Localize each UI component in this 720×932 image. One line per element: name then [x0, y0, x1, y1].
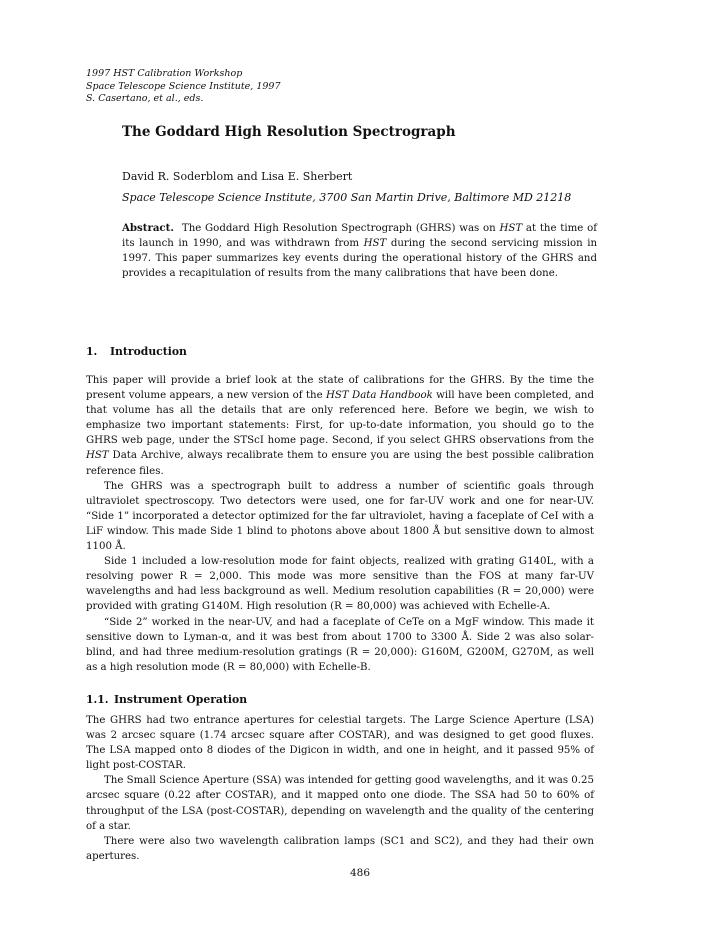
- ops-paragraph-2: The Small Science Aperture (SSA) was intended for getting good wavelengths, and it was 0.25 arcsec square (0.22 after COSTAR), and it mapped onto one diode. The SSA had 50 to 60% of throughput of the LSA (post-COSTAR), depending on wavelength and the quality of the centering of a star.: [86, 775, 594, 832]
- subsection-title: Instrument Operation: [114, 693, 248, 706]
- subsection-number: 1.1.: [86, 693, 109, 706]
- intro-paragraph-2: The GHRS was a spectrograph built to address a number of scientific goals through ultraviolet spectroscopy. Two detectors were used, one for far-UV work and one for near-UV. “Side 1” incorporated a detector optimized for the far ultraviolet, having a faceplate of CeI with a LiF window. This made Side 1 blind to photons above about 1800 Å but sensitive down to almost 1100 Å.: [86, 480, 594, 553]
- intro-paragraph-3: Side 1 included a low-resolution mode for faint objects, realized with grating G140L, with a resolving power R = 2,000. This mode was more sensitive than the FOS at many far-UV wavelengths and had less background as well. Medium resolution capabilities (R = 20,000) were provided with grating G140M. High resolution (R = 80,000) was achieved with Echelle-A.: [86, 556, 594, 613]
- header-line-1: 1997 HST Calibration Workshop: [86, 68, 243, 79]
- paper-title: The Goddard High Resolution Spectrograph: [122, 124, 456, 140]
- intro-p1-text-c: Data Archive, always recalibrate them to ensure you are using the best possible calibration reference files.: [86, 450, 594, 477]
- paper-authors: David R. Soderblom and Lisa E. Sherbert: [122, 170, 353, 183]
- abstract-text-3: during the second servicing mission in 1997. This paper summarizes key events during the operational history of the GHRS and provides a recapitulation of results from the many calibrations that have been done.: [122, 238, 598, 279]
- instrument-operation-body: [86, 713, 594, 864]
- abstract: [122, 221, 597, 281]
- intro-p1-em-2: HST: [86, 450, 109, 462]
- intro-p1-em-1: HST Data Handbook: [326, 390, 433, 402]
- section-title: Introduction: [110, 345, 187, 358]
- page-number: 486: [349, 867, 371, 879]
- conference-header: [86, 68, 281, 106]
- abstract-text-2: at the time of its launch in 1990, and was withdrawn from: [122, 223, 597, 249]
- subsection-heading-instrument-operation: [86, 693, 247, 706]
- section-heading-introduction: [86, 345, 187, 358]
- abstract-em-2: HST: [363, 238, 387, 249]
- intro-paragraph-4: “Side 2” worked in the near-UV, and had a faceplate of CeTe on a MgF window. This made it sensitive down to Lyman-α, and it was best from about 1700 to 3300 Å. Side 2 was also solar-blind, and had three medium-resolution gratings (R = 20,000): G160M, G200M, G270M, as well as a high resolution mode (R = 80,000) with Echelle-B.: [86, 616, 594, 673]
- intro-p1-text-a: This paper will provide a brief look at the state of calibrations for the GHRS. By the time the present volume appears, a new version of the: [86, 375, 594, 402]
- header-line-2: Space Telescope Science Institute, 1997: [86, 80, 281, 92]
- ops-paragraph-1: The GHRS had two entrance apertures for celestial targets. The Large Science Aperture (LSA) was 2 arcsec square (1.74 arcsec square after COSTAR), and was designed to get good fluxes. The LSA mapped onto 8 diodes of the Digicon in width, and one in height, and it passed 95% of light post-COSTAR.: [86, 715, 594, 772]
- intro-paragraph-1: [86, 373, 594, 479]
- abstract-text-1: The Goddard High Resolution Spectrograph (GHRS) was on: [181, 223, 500, 234]
- introduction-body: [86, 373, 594, 675]
- paper-affiliation: Space Telescope Science Institute, 3700 San Martin Drive, Baltimore MD 21218: [122, 191, 572, 204]
- section-number: 1.: [86, 345, 98, 358]
- abstract-label: Abstract.: [122, 222, 174, 234]
- abstract-em-1: HST: [499, 223, 523, 234]
- intro-p1-text-b: will have been completed, and that volume has all the details that are only referenced here. Before we begin, we wish to emphasize two important statements: First, for up-to-date information, you should go to the GHRS web page, under the STScI home page. Second, if you select GHRS observations from the: [86, 390, 595, 447]
- header-line-3: S. Casertano, et al., eds.: [86, 93, 204, 104]
- ops-paragraph-3: There were also two wavelength calibration lamps (SC1 and SC2), and they had their own apertures.: [86, 835, 594, 862]
